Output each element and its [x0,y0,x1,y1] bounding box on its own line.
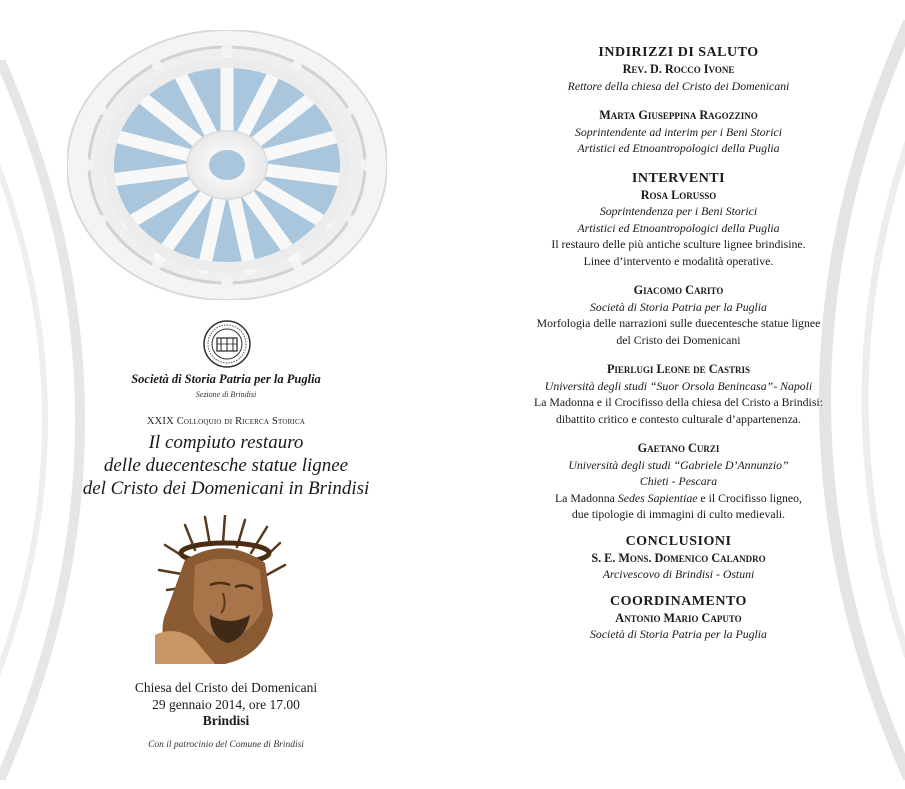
speaker-affiliation: Società di Storia Patria per la Puglia [590,299,767,314]
event-title [0,431,452,500]
talk-title-part: e il Crocifisso ligneo, [697,490,803,505]
speaker-affiliation: Artistici ed Etnoantropologici della Puglia [577,141,780,155]
section-coordinamento [452,593,905,643]
speaker-name: Gaetano Curzi [637,441,720,455]
section-heading: INDIRIZZI DI SALUTO [598,45,759,60]
speaker-block [452,107,905,157]
speaker-affiliation: Università degli studi “Gabriele D’Annunzio” [568,457,789,472]
speaker-affiliation: Chieti - Pescara [639,474,718,488]
speaker-affiliation: Arcivescovo di Brindisi - Ostuni [602,567,755,581]
society-section: Sezione di Brindisi [195,390,257,399]
speaker-affiliation: Soprintendente ad interim per i Beni Storici [574,124,783,139]
section-conclusioni [452,533,905,583]
talk-title [452,490,905,507]
venue-name: Chiesa del Cristo dei Domenicani [134,680,318,695]
event-city: Brindisi [202,713,250,728]
speaker-name: Pierlugi Leone de Castris [606,362,751,376]
speaker-name: Antonio Mario Caputo [615,610,742,625]
talk-title: La Madonna e il Crocifisso della chiesa del Cristo a Brindisi: [534,395,823,409]
colloquio-number: XXIX [146,416,174,427]
speaker-affiliation: Società di Storia Patria per la Puglia [590,627,767,641]
society-name: Società di Storia Patria per la Puglia [131,372,321,386]
talk-title-italic: Sedes Sapientiae [617,490,698,505]
talk-title: dibattito critico e contesto culturale d’appartenenza. [555,411,801,426]
colloquio-text: Colloquio di Ricerca Storica [176,416,306,427]
speaker-block [452,440,905,523]
society-emblem-icon [203,320,251,368]
section-heading: CONCLUSIONI [625,533,732,549]
talk-title: due tipologie di immagini di culto medievali. [571,507,786,521]
speaker-name: Rev. D. Rocco Ivone [622,62,735,76]
crucifix-head-image [155,515,298,664]
section-heading: INTERVENTI [631,170,726,186]
speaker-block [452,282,905,348]
speaker-affiliation: Università degli studi “Suor Orsola Benincasa”- Napoli [544,378,813,393]
venue-block [0,680,452,730]
speaker-name: Rosa Lorusso [640,187,717,202]
title-line: delle duecentesche statue lignee [103,455,349,476]
event-date-time: 29 gennaio 2014, ore 17.00 [152,696,300,712]
section-heading: COORDINAMENTO [610,593,747,609]
speaker-name: Marta Giuseppina Ragozzino [599,108,758,122]
speaker-name: S. E. Mons. Domenico Calandro [591,550,766,565]
section-interventi [452,170,905,270]
left-panel [0,0,452,789]
section-saluti [452,44,905,94]
program-panel [452,44,905,656]
speaker-affiliation: Soprintendenza per i Beni Storici [599,204,758,218]
colloquio-label [0,416,452,427]
speaker-affiliation: Rettore della chiesa del Cristo dei Domenicani [567,78,790,93]
talk-title: Il restauro delle più antiche sculture lignee brindisine. [551,237,806,251]
talk-title: del Cristo dei Domenicani [616,332,741,347]
title-line: Il compiuto restauro [148,432,304,453]
title-line: del Cristo dei Domenicani in Brindisi [82,478,370,499]
talk-title: Morfologia delle narrazioni sulle duecentesche statue lignee [536,316,821,330]
patronage-note: Con il patrocinio del Comune di Brindisi [148,740,304,750]
speaker-affiliation: Artistici ed Etnoantropologici della Puglia [577,220,780,235]
speaker-name: Giacomo Carito [633,283,724,297]
speaker-block [452,361,905,427]
talk-title: Linee d’intervento e modalità operative. [583,253,774,268]
rose-window-image [67,30,387,300]
talk-title-part: La Madonna [554,490,618,505]
